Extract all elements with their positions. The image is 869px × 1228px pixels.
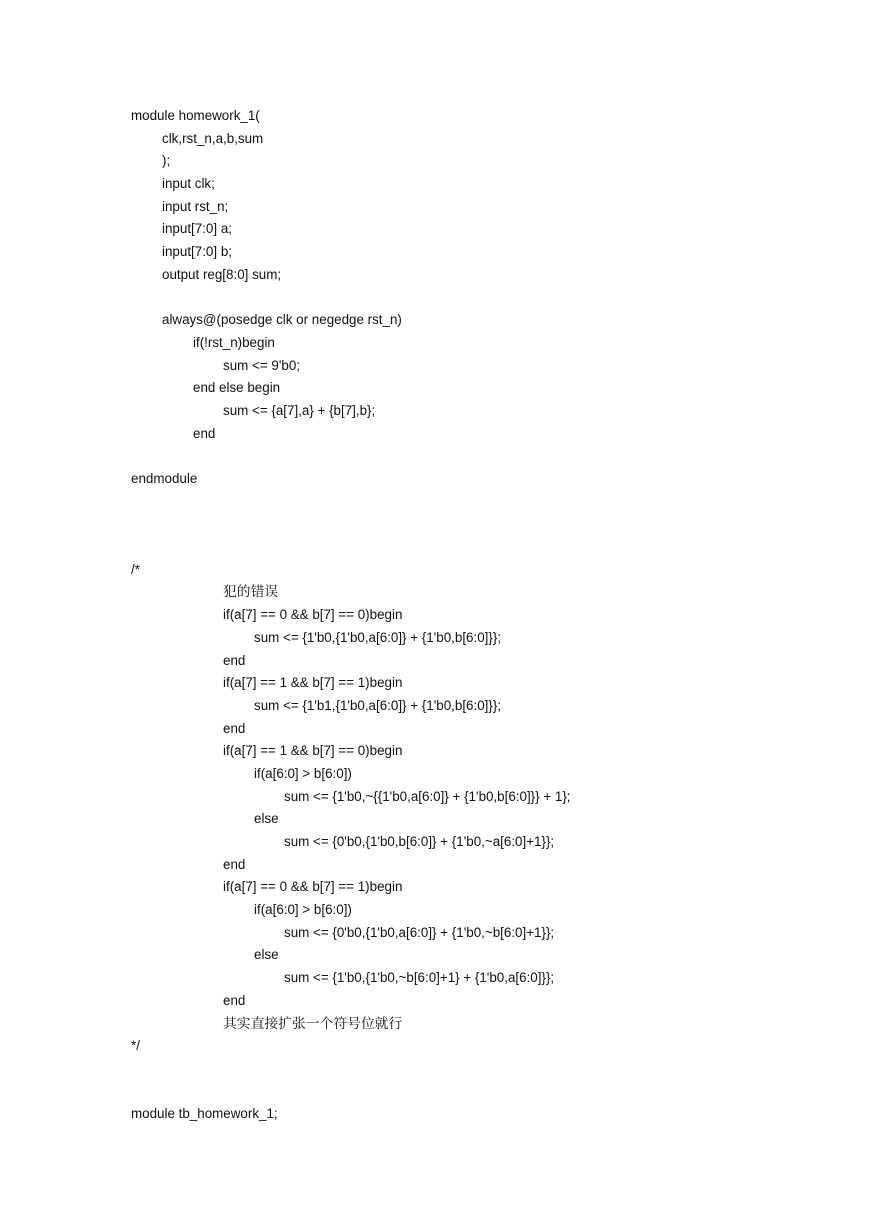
code-line: clk,rst_n,a,b,sum: [162, 130, 264, 146]
code-line: input[7:0] b;: [162, 244, 232, 260]
blank-line: [131, 445, 831, 468]
code-line: sum <= 9'b0;: [223, 357, 300, 373]
code-line: module homework_1(: [131, 108, 260, 123]
code-line: end: [223, 992, 246, 1008]
code-line: if(a[6:0] > b[6:0]): [254, 902, 352, 918]
code-line: end: [223, 652, 246, 668]
code-line: input clk;: [162, 176, 215, 192]
code-line: always@(posedge clk or negedge rst_n): [162, 312, 402, 328]
code-line: if(a[7] == 1 && b[7] == 1)begin: [223, 675, 403, 691]
code-line: sum <= {1'b1,{1'b0,a[6:0]} + {1'b0,b[6:0]}};: [254, 697, 502, 713]
code-line: end: [223, 720, 246, 736]
code-line: module tb_homework_1;: [131, 1106, 278, 1122]
code-line: input rst_n;: [162, 198, 229, 214]
code-line: sum <= {a[7],a} + {b[7],b};: [223, 402, 376, 418]
blank-line: [131, 287, 831, 310]
code-line: if(!rst_n)begin: [193, 334, 275, 350]
code-line: output reg[8:0] sum;: [162, 266, 282, 282]
code-line: endmodule: [131, 471, 198, 486]
code-line: else: [254, 947, 279, 963]
code-block: [131, 105, 831, 1126]
code-line: sum <= {1'b0,~{{1'b0,a[6:0]} + {1'b0,b[6:0]}} + 1};: [284, 788, 571, 804]
code-line: sum <= {0'b0,{1'b0,a[6:0]} + {1'b0,~b[6:0]+1}};: [284, 924, 555, 940]
code-line: if(a[7] == 0 && b[7] == 0)begin: [223, 607, 403, 623]
code-line: end else begin: [193, 380, 281, 396]
code-line: if(a[7] == 1 && b[7] == 0)begin: [223, 743, 403, 759]
comment-open: /*: [131, 561, 140, 577]
comment-note: 其实直接扩张一个符号位就行: [223, 1015, 403, 1032]
blank-line: [131, 1058, 831, 1103]
code-line: sum <= {1'b0,{1'b0,a[6:0]} + {1'b0,b[6:0]}};: [254, 629, 502, 645]
code-line: else: [254, 811, 279, 827]
code-line: sum <= {1'b0,{1'b0,~b[6:0]+1} + {1'b0,a[6:0]}};: [284, 970, 555, 986]
blank-line: [131, 536, 831, 559]
code-line: end: [223, 856, 246, 872]
code-line: end: [193, 425, 216, 441]
code-line: );: [162, 153, 171, 169]
code-line: input[7:0] a;: [162, 221, 232, 237]
code-line: sum <= {0'b0,{1'b0,b[6:0]} + {1'b0,~a[6:0]+1}};: [284, 834, 555, 850]
code-line: if(a[7] == 0 && b[7] == 1)begin: [223, 879, 403, 895]
comment-close: */: [131, 1038, 140, 1054]
comment-heading: 犯的错误: [223, 584, 279, 601]
code-line: if(a[6:0] > b[6:0]): [254, 765, 352, 781]
blank-line: [131, 491, 831, 536]
